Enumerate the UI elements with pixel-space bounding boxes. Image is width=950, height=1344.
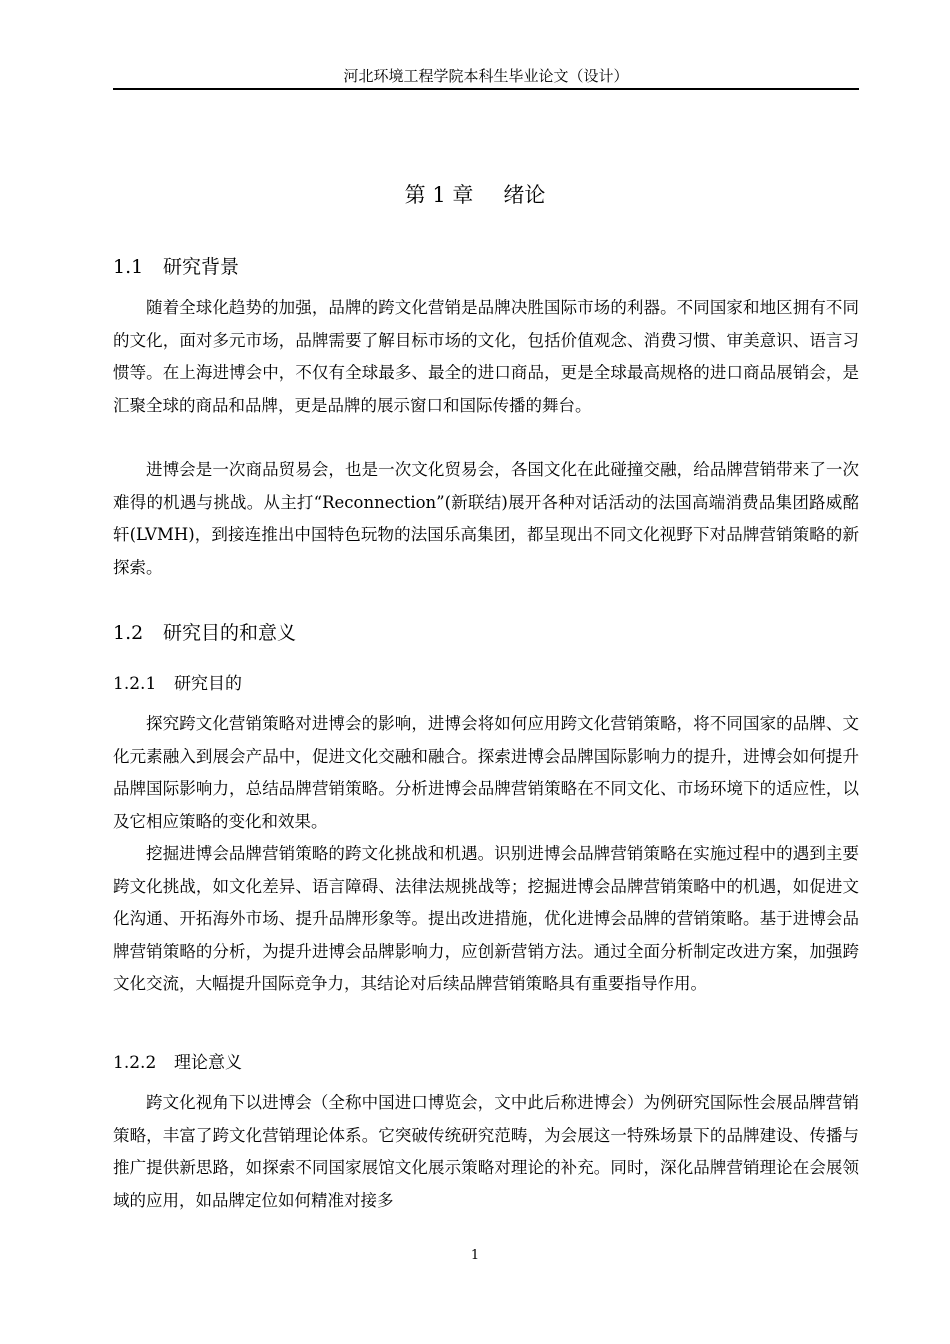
section-title: 研究目的和意义 bbox=[163, 622, 297, 644]
running-header: 河北环境工程学院本科生毕业论文（设计） bbox=[343, 67, 629, 85]
chapter-title: 绪论 bbox=[503, 183, 546, 207]
subsection-number: 1.2.1 bbox=[113, 674, 157, 694]
section-heading-1-2 bbox=[113, 619, 296, 647]
subsection-heading-1-2-1 bbox=[113, 671, 242, 697]
paragraph: 进博会是一次商品贸易会，也是一次文化贸易会，各国文化在此碰撞交融，给品牌营销带来了一次难得的机遇与挑战。从主打“Reconnection”(新联结)展开各种对话活动的法国高端消费品集团路威酩轩(LVMH)，到接连推出中国特色玩物的法国乐高集团，都呈现出不同文化视野下对品牌营销策略的新探索。 bbox=[113, 460, 859, 577]
paragraph: 挖掘进博会品牌营销策略的跨文化挑战和机遇。识别进博会品牌营销策略在实施过程中的遇到主要跨文化挑战，如文化差异、语言障碍、法律法规挑战等；挖掘进博会品牌营销策略中的机遇，如促进文化沟通、开拓海外市场、提升品牌形象等。提出改进措施，优化进博会品牌的营销策略。基于进博会品牌营销策略的分析，为提升进博会品牌影响力，应创新营销方法。通过全面分析制定改进方案，加强跨文化交流，大幅提升国际竞争力，其结论对后续品牌营销策略具有重要指导作用。 bbox=[113, 844, 859, 993]
chapter-number: 第 1 章 bbox=[404, 183, 474, 207]
subsection-title: 研究目的 bbox=[174, 674, 242, 694]
subsection-heading-1-2-2 bbox=[113, 1050, 242, 1076]
section-heading-1-1 bbox=[113, 253, 239, 281]
subsection-title: 理论意义 bbox=[174, 1053, 242, 1073]
header-rule bbox=[113, 88, 859, 90]
section-number: 1.1 bbox=[113, 256, 144, 278]
paragraph: 随着全球化趋势的加强，品牌的跨文化营销是品牌决胜国际市场的利器。不同国家和地区拥有不同的文化，面对多元市场，品牌需要了解目标市场的文化，包括价值观念、消费习惯、审美意识、语言习惯等。在上海进博会中，不仅有全球最多、最全的进口商品，更是全球最高规格的进口商品展销会，是汇聚全球的商品和品牌，更是品牌的展示窗口和国际传播的舞台。 bbox=[113, 298, 859, 415]
paragraph: 探究跨文化营销策略对进博会的影响，进博会将如何应用跨文化营销策略，将不同国家的品牌、文化元素融入到展会产品中，促进文化交融和融合。探索进博会品牌国际影响力的提升，进博会如何提升品牌国际影响力，总结品牌营销策略。分析进博会品牌营销策略在不同文化、市场环境下的适应性，以及它相应策略的变化和效果。 bbox=[113, 714, 859, 831]
paragraph: 跨文化视角下以进博会（全称中国进口博览会，文中此后称进博会）为例研究国际性会展品牌营销策略，丰富了跨文化营销理论体系。它突破传统研究范畴，为会展这一特殊场景下的品牌建设、传播与推广提供新思路，如探索不同国家展馆文化展示策略对理论的补充。同时，深化品牌营销理论在会展领域的应用，如品牌定位如何精准对接多 bbox=[113, 1093, 859, 1210]
section-title: 研究背景 bbox=[163, 256, 240, 278]
subsection-number: 1.2.2 bbox=[113, 1053, 157, 1073]
chapter-heading bbox=[0, 180, 950, 210]
page-number: 1 bbox=[470, 1248, 480, 1263]
section-number: 1.2 bbox=[113, 622, 144, 644]
